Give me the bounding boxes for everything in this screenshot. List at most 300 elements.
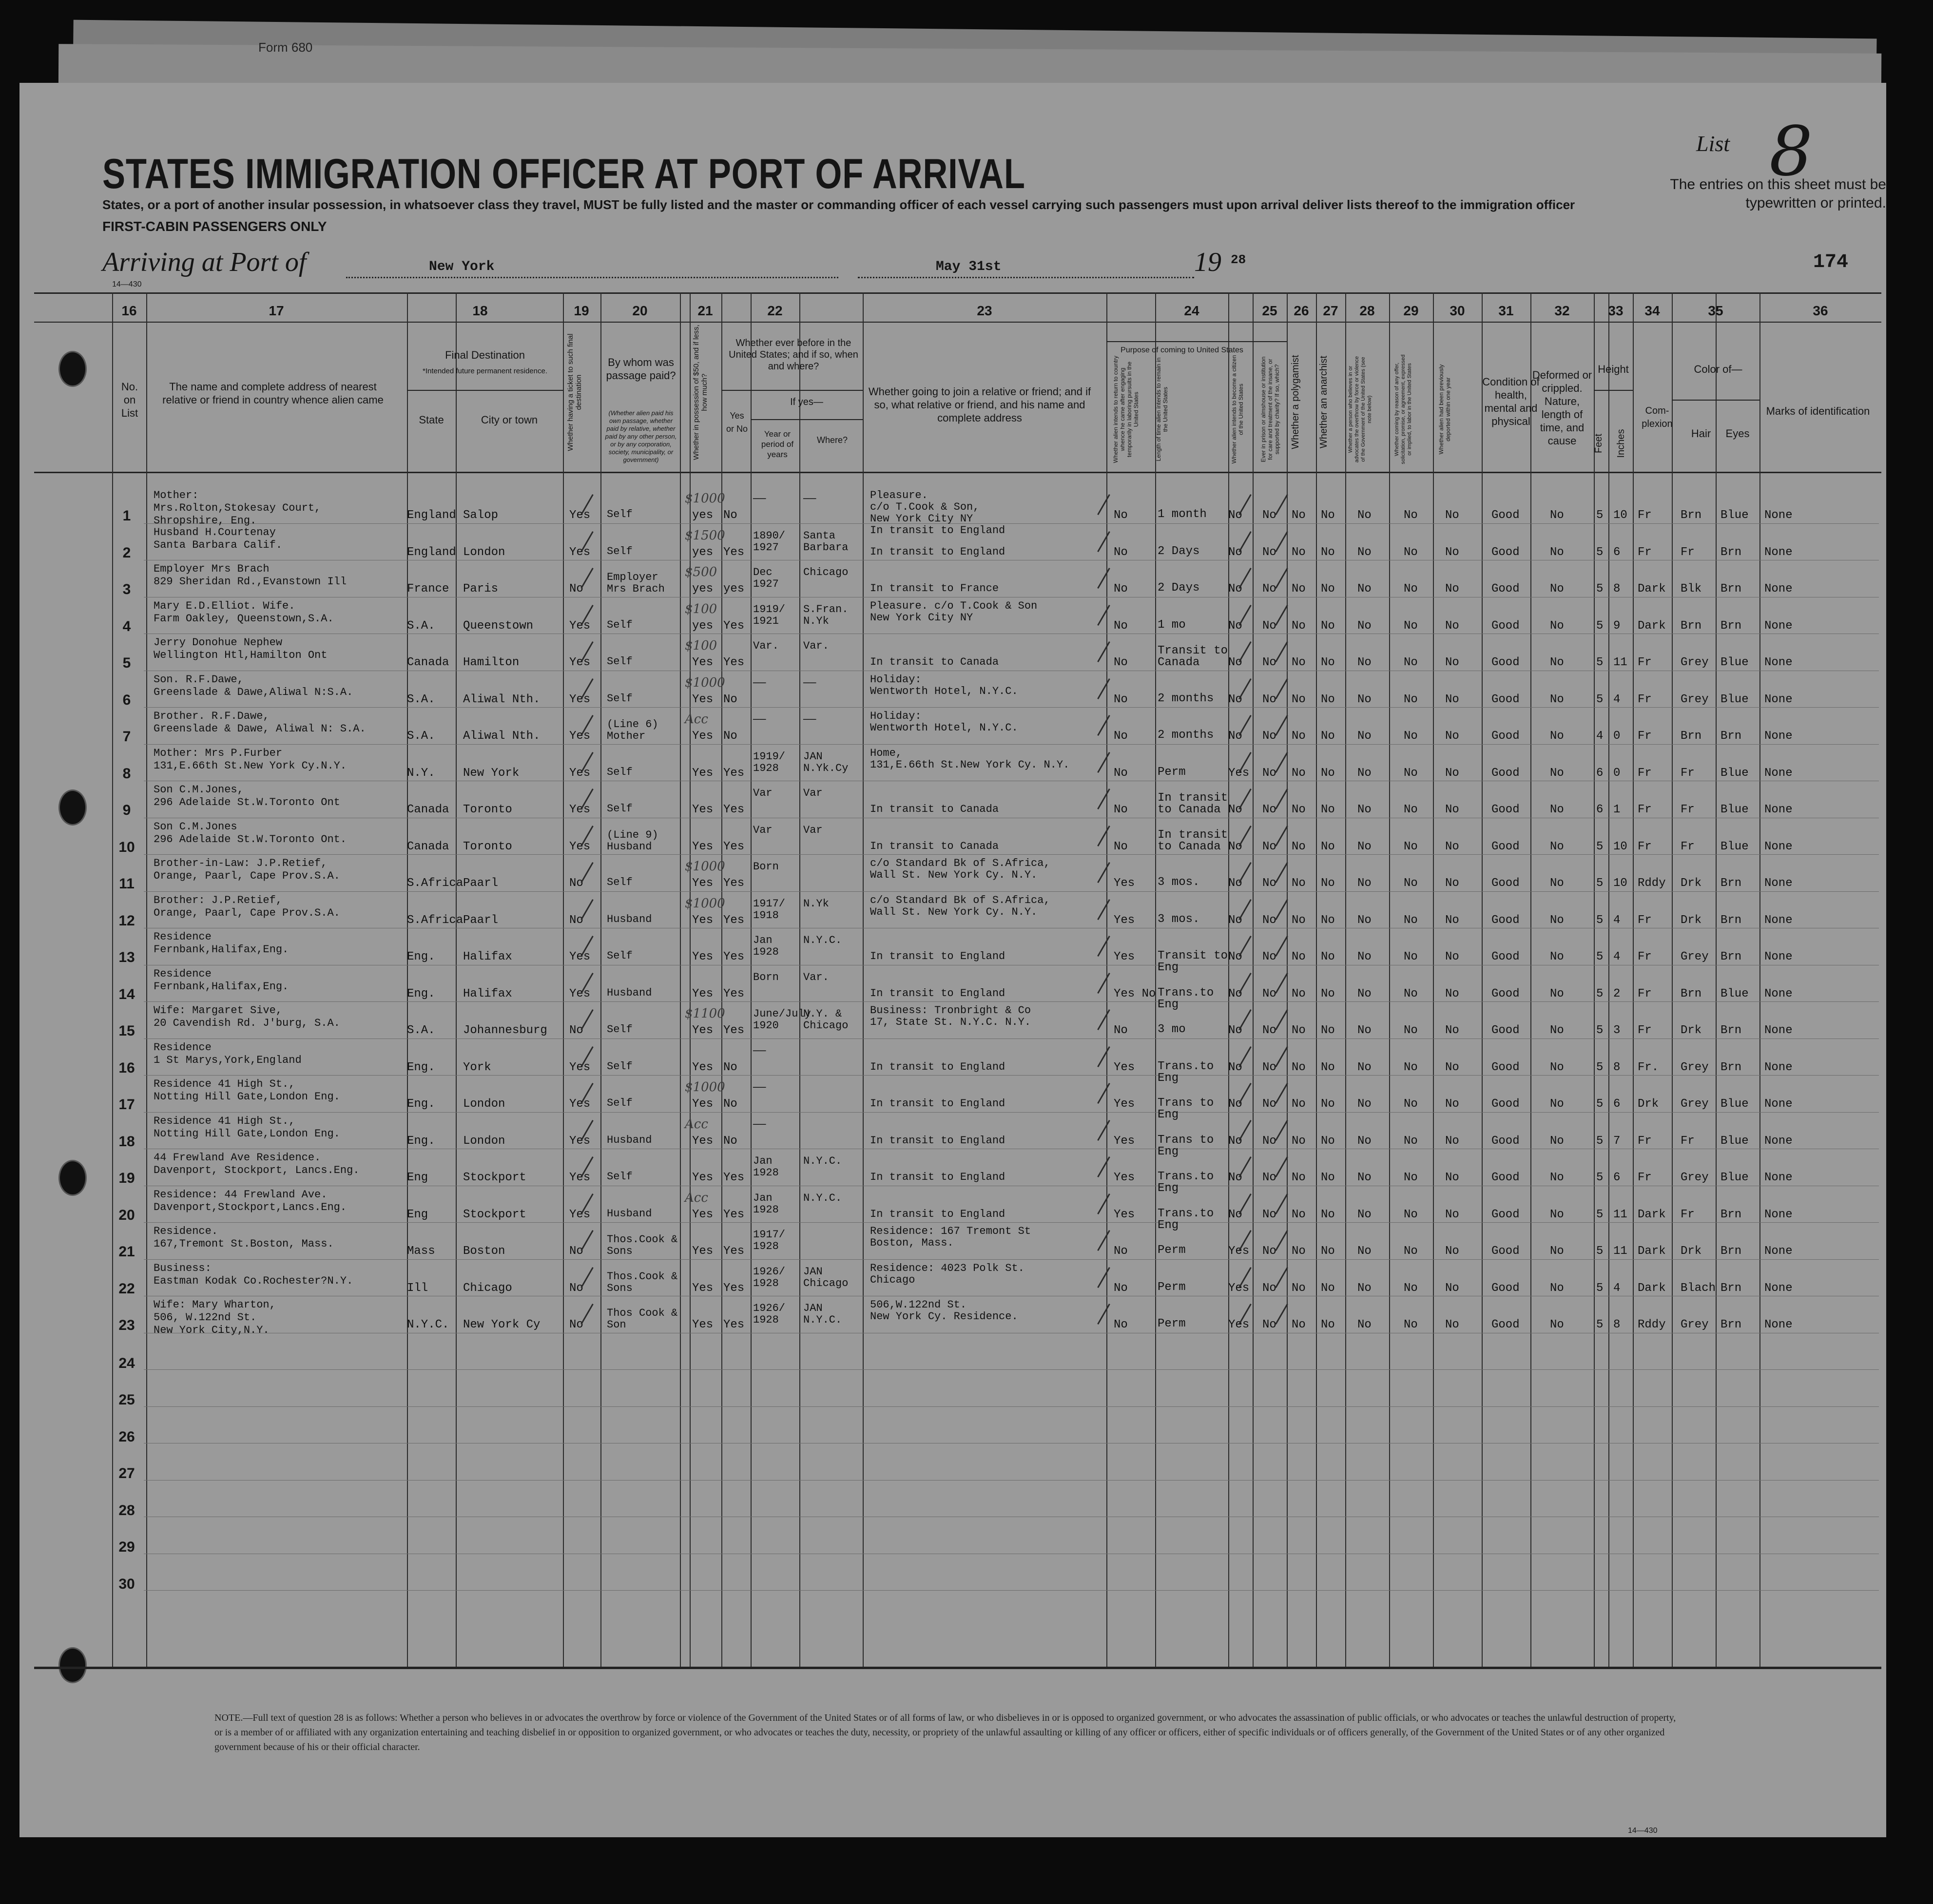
where-value: S.Fran. N.Yk (803, 603, 849, 627)
deformed-value: No (1550, 692, 1564, 706)
row-number: 24 (118, 1355, 135, 1371)
q29-value: No (1404, 950, 1418, 963)
column-number: 23 (977, 303, 992, 318)
join-relative-line: In transit to England (870, 545, 1005, 558)
hair-value: Drk (1681, 913, 1702, 927)
passage-paid-value: Self (607, 766, 633, 778)
row-rule (144, 744, 1879, 745)
column-number: 24 (1184, 303, 1199, 318)
passage-paid-value: Self (607, 545, 633, 558)
header-final-destination-note: *Intended future permanent residence. (422, 367, 547, 375)
join-relative-line: c/o Standard Bk of S.Africa, (870, 894, 1050, 906)
q26-value: No (1292, 619, 1306, 633)
q26-value: No (1292, 913, 1306, 927)
eyes-value: Brn (1720, 950, 1742, 963)
money-status: Yes (692, 840, 714, 853)
page-title: STATES IMMIGRATION OFFICER AT PORT OF ARRIVAL (102, 151, 1025, 197)
height-inches: 2 (1613, 987, 1621, 1000)
purpose-return: No (1114, 1318, 1128, 1331)
row-number: 19 (118, 1170, 135, 1186)
eyes-value: Blue (1720, 1134, 1749, 1148)
row-number: 23 (118, 1317, 135, 1333)
year-value: June/July 1920 (753, 1008, 811, 1032)
relative-address-line: Mrs.Rolton,Stokesay Court, (154, 502, 321, 514)
join-relative-line: Business: Tronbright & Co (870, 1004, 1031, 1017)
page-number: 174 (1813, 251, 1849, 273)
year-value: Jan 1928 (753, 1155, 779, 1179)
row-rule (144, 891, 1879, 892)
row-number: 18 (118, 1133, 135, 1150)
money-status: Yes (692, 987, 714, 1000)
destination-city: Aliwal Nth. (463, 730, 541, 743)
column-rule (1287, 292, 1288, 1667)
row-number: 12 (118, 912, 135, 929)
q30-value: No (1445, 619, 1459, 633)
height-inches: 3 (1613, 1024, 1621, 1037)
q26-value: No (1292, 1281, 1306, 1295)
marks-value: None (1764, 1318, 1793, 1331)
complexion-value: Fr (1638, 1024, 1652, 1037)
height-feet: 5 (1596, 877, 1604, 890)
q30-value: No (1445, 692, 1459, 706)
row-number: 1 (122, 508, 131, 524)
year-value: Jan 1928 (753, 934, 779, 958)
q30-value: No (1445, 1024, 1459, 1037)
purpose-return: No (1114, 730, 1128, 743)
join-relative-line: Wentworth Hotel, N.Y.C. (870, 685, 1018, 697)
q29-value: No (1404, 730, 1418, 743)
q30-value: No (1445, 1245, 1459, 1258)
q26-value: No (1292, 950, 1306, 963)
destination-state: Eng. (407, 1060, 435, 1074)
marks-value: None (1764, 1024, 1793, 1037)
relative-address-line: Santa Barbara Calif. (154, 539, 283, 551)
binder-hole (58, 1647, 87, 1683)
q28-value: No (1357, 1208, 1372, 1221)
relative-address-line: Notting Hill Gate,London Eng. (154, 1127, 340, 1140)
destination-state: Eng. (407, 1134, 435, 1148)
ticket-value: Yes (569, 766, 591, 780)
purpose-return: No (1114, 582, 1128, 596)
column-number: 28 (1359, 303, 1375, 318)
ticket-value: Yes (569, 1208, 591, 1221)
column-rule (1345, 292, 1346, 1667)
join-relative-line: Wall St. New York Cy. N.Y. (870, 869, 1038, 881)
before-us-value: No (723, 1060, 737, 1074)
join-relative-line: 506,W.122nd St. (870, 1299, 967, 1311)
deformed-value: No (1550, 987, 1564, 1000)
q26-value: No (1292, 1318, 1306, 1331)
deformed-value: No (1550, 1097, 1564, 1111)
ticket-value: Yes (569, 1171, 591, 1184)
purpose-citizen: No (1228, 840, 1242, 853)
deformed-value: No (1550, 656, 1564, 669)
join-relative-line: Home, (870, 747, 903, 759)
q29-value: No (1404, 1245, 1418, 1258)
column-rule (1253, 292, 1254, 1667)
height-inches: 6 (1613, 1171, 1621, 1184)
complexion-value: Dark (1638, 619, 1666, 633)
column-rule (1633, 292, 1634, 1667)
passage-paid-value: Self (607, 803, 633, 815)
before-us-value: No (723, 730, 737, 743)
year-value: Dec 1927 (753, 566, 779, 590)
q28-value: No (1357, 545, 1372, 559)
relative-address-line: 296 Adelaide St.W.Toronto Ont. (154, 833, 347, 846)
column-rule (1155, 292, 1156, 1667)
q25-value: No (1262, 950, 1276, 963)
subtitle-line-2: FIRST-CABIN PASSENGERS ONLY (102, 219, 327, 234)
complexion-value: Dark (1638, 1208, 1666, 1221)
q27-value: No (1321, 582, 1335, 596)
header-purpose-sub1: Whether alien intends to return to country whence he came after engaging temporarily in laboring pursuits in the United States (1112, 355, 1140, 463)
q29-value: No (1404, 656, 1418, 669)
header-subrule (1672, 400, 1759, 401)
health-value: Good (1491, 619, 1520, 633)
height-inches: 10 (1613, 509, 1627, 522)
marks-value: None (1764, 582, 1793, 596)
q30-value: No (1445, 987, 1459, 1000)
eyes-value: Blue (1720, 692, 1749, 706)
row-rule (144, 1259, 1879, 1260)
column-rule (600, 292, 601, 1667)
join-relative-line: In transit to Canada (870, 840, 999, 852)
purpose-length: 2 months (1158, 729, 1214, 742)
q26-value: No (1292, 1060, 1306, 1074)
header-purpose-sub2: Length of time alien intends to remain in the United States (1155, 357, 1169, 462)
purpose-citizen: Yes (1228, 1245, 1250, 1258)
deformed-value: No (1550, 1245, 1564, 1258)
header-marks: Marks of identification (1766, 405, 1870, 417)
passage-paid-value: Self (607, 618, 633, 631)
footnote: NOTE.—Full text of question 28 is as follows: Whether a person who believes in or advocates the overthrow by force or violence of the Government of the United States or of all forms of law, or who disbelieves in or is opposed to organized government, or who advocates the assassination of public officials, or who advocates or teaches the unlawful destruction of property, or is a member of or affiliated with any organization entertaining and teaching disbelief in or opposition to organized government, or who advocates or teaches the duty, necessity, or propriety of the unlawful assaulting or killing of any officer or officers, either of specific individuals or of officers generally, of the Government of the United States or of any other organized government because of his or their official character. (214, 1712, 1676, 1752)
eyes-value: Brn (1720, 730, 1742, 743)
before-us-value: No (723, 692, 737, 706)
q27-value: No (1321, 1060, 1335, 1074)
passage-paid-value: Husband (607, 1134, 652, 1146)
height-feet: 5 (1596, 545, 1604, 559)
q30-value: No (1445, 1060, 1459, 1074)
binder-hole (58, 789, 87, 826)
row-rule (144, 1112, 1879, 1113)
where-value: Var. (803, 971, 829, 983)
column-number: 29 (1403, 303, 1419, 318)
join-relative-line: Residence: 167 Tremont St (870, 1225, 1031, 1237)
deformed-value: No (1550, 1318, 1564, 1331)
height-inches: 10 (1613, 840, 1627, 853)
ticket-value: Yes (569, 545, 591, 559)
relative-address-line: Son. R.F.Dawe, (154, 673, 244, 686)
header-year-period: Year or period of years (761, 429, 794, 459)
q25-value: No (1262, 692, 1276, 706)
q25-value: No (1262, 1060, 1276, 1074)
relative-address-line: 1 St Marys,York,England (154, 1054, 302, 1066)
deformed-value: No (1550, 950, 1564, 963)
form-code: 14—430 (112, 280, 142, 288)
hair-value: Grey (1681, 1318, 1709, 1331)
row-rule (144, 707, 1879, 708)
health-value: Good (1491, 877, 1520, 890)
complexion-value: Fr (1638, 1171, 1652, 1184)
destination-state: N.Y. (407, 766, 435, 780)
before-us-value: Yes (723, 656, 745, 669)
passage-paid-value: (Line 6) Mother (607, 718, 658, 742)
relative-address-line: Shropshire, Eng. (154, 515, 257, 527)
row-number: 29 (118, 1539, 135, 1555)
destination-state: Mass (407, 1245, 435, 1258)
marks-value: None (1764, 1060, 1793, 1074)
money-status: Yes (692, 1208, 714, 1221)
ticket-value: Yes (569, 1134, 591, 1148)
row-number: 28 (118, 1502, 135, 1519)
height-feet: 5 (1596, 1134, 1604, 1148)
money-status: Yes (692, 1097, 714, 1111)
relative-address-line: Mother: (154, 489, 199, 501)
health-value: Good (1491, 766, 1520, 780)
ticket-value: Yes (569, 619, 591, 633)
eyes-value: Blue (1720, 1097, 1749, 1111)
table-bottom-rule (34, 1667, 1881, 1669)
destination-state: France (407, 582, 449, 596)
q26-value: No (1292, 545, 1306, 559)
money-note: $1000 (685, 896, 725, 911)
hair-value: Drk (1681, 1024, 1702, 1037)
column-number: 17 (269, 303, 284, 318)
passage-paid-value: Husband (607, 1207, 652, 1220)
column-number: 25 (1262, 303, 1277, 318)
row-number: 11 (119, 876, 135, 892)
q26-value: No (1292, 840, 1306, 853)
hair-value: Fr (1681, 766, 1695, 780)
row-rule (144, 1075, 1879, 1076)
marks-value: None (1764, 1281, 1793, 1295)
ticket-value: Yes (569, 1060, 591, 1074)
relative-address-line: Brother-in-Law: J.P.Retief, (154, 857, 328, 869)
q28-value: No (1357, 766, 1372, 780)
relative-address-line: Mother: Mrs P.Furber (154, 747, 283, 759)
eyes-value: Blue (1720, 987, 1749, 1000)
relative-address-line: Residence (154, 931, 212, 943)
purpose-return: Yes (1114, 950, 1135, 963)
health-value: Good (1491, 509, 1520, 522)
before-us-value: Yes (723, 1024, 745, 1037)
q29-value: No (1404, 692, 1418, 706)
passage-paid-value: Thos Cook & Son (607, 1307, 678, 1331)
q25-value: No (1262, 545, 1276, 559)
table-top-rule (34, 292, 1881, 294)
hair-value: Drk (1681, 1245, 1702, 1258)
q29-value: No (1404, 766, 1418, 780)
purpose-return: No (1114, 545, 1128, 559)
complexion-value: Fr (1638, 692, 1652, 706)
q30-value: No (1445, 545, 1459, 559)
q27-value: No (1321, 730, 1335, 743)
complexion-value: Fr. (1638, 1060, 1659, 1074)
q25-value: No (1262, 1281, 1276, 1295)
ticket-value: Yes (569, 692, 591, 706)
relative-address-line: Brother: J.P.Retief, (154, 894, 283, 906)
relative-address-line: Residence: 44 Frewland Ave. (154, 1188, 328, 1201)
purpose-return: Yes (1114, 1171, 1135, 1184)
q29-value: No (1404, 1281, 1418, 1295)
ticket-value: Yes (569, 950, 591, 963)
purpose-return: No (1114, 656, 1128, 669)
health-value: Good (1491, 1024, 1520, 1037)
q28-value: No (1357, 509, 1372, 522)
q28-value: No (1357, 1245, 1372, 1258)
eyes-value: Brn (1720, 1060, 1742, 1074)
join-relative-line: 17, State St. N.Y.C. N.Y. (870, 1016, 1031, 1028)
q30-value: No (1445, 1318, 1459, 1331)
column-rule (112, 292, 113, 1667)
passage-paid-value: Husband (607, 913, 652, 925)
header-prison: Ever in prison or almshouse or institution for care and treatment of the insane, or supported by charity? If so, which? (1260, 356, 1280, 462)
relative-address-line: Wife: Margaret Sive, (154, 1004, 283, 1017)
header-purpose-sub3: Whether alien intends to become a citizen of the United States (1231, 355, 1244, 464)
height-inches: 6 (1613, 1097, 1621, 1111)
height-inches: 11 (1613, 1208, 1627, 1221)
row-number: 9 (122, 802, 131, 818)
purpose-citizen: No (1228, 987, 1242, 1000)
marks-value: None (1764, 1097, 1793, 1111)
column-number: 20 (632, 303, 648, 318)
header-inches: Inches (1616, 429, 1626, 458)
height-inches: 1 (1613, 803, 1621, 816)
money-status: Yes (692, 950, 714, 963)
header-q28: Whether a person who believes in or advocates the overthrow by force or violence of the Government of the United States (see note below) (1348, 356, 1372, 463)
complexion-value: Fr (1638, 987, 1652, 1000)
header-deformed: Deformed or crippled. Nature, length of time, and cause (1532, 369, 1592, 447)
height-inches: 10 (1613, 877, 1627, 890)
row-number: 17 (118, 1096, 135, 1113)
purpose-length: Transit to Eng (1158, 949, 1228, 974)
column-number: 22 (767, 303, 783, 318)
marks-value: None (1764, 730, 1793, 743)
column-rule (680, 292, 681, 1667)
ticket-value: No (569, 1281, 583, 1295)
q27-value: No (1321, 1097, 1335, 1111)
q25-value: No (1262, 582, 1276, 596)
year-value: 1890/ 1927 (753, 529, 786, 554)
destination-city: Toronto (463, 840, 512, 853)
q26-value: No (1292, 1024, 1306, 1037)
column-number: 16 (121, 303, 137, 318)
height-feet: 5 (1596, 1318, 1604, 1331)
join-relative-line: In transit to England (870, 1208, 1005, 1220)
height-inches: 4 (1613, 692, 1621, 706)
relative-address-line: Orange, Paarl, Cape Prov.S.A. (154, 870, 340, 882)
eyes-value: Brn (1720, 877, 1742, 890)
height-feet: 5 (1596, 987, 1604, 1000)
q28-value: No (1357, 840, 1372, 853)
health-value: Good (1491, 1245, 1520, 1258)
marks-value: None (1764, 619, 1793, 633)
q28-value: No (1357, 730, 1372, 743)
join-relative-line: Residence: 4023 Polk St. (870, 1262, 1024, 1274)
column-number: 31 (1498, 303, 1514, 318)
deformed-value: No (1550, 913, 1564, 927)
year-value: 1926/ 1928 (753, 1265, 786, 1289)
row-number: 13 (118, 949, 135, 965)
header-q29: Whether coming by reason of any offer, solicitation, promise, or agreement, expressed or implied, to labor in the United States (1394, 354, 1412, 464)
purpose-length: Trans.to Eng (1158, 1170, 1214, 1195)
destination-city: Halifax (463, 987, 512, 1000)
q30-value: No (1445, 803, 1459, 816)
passage-paid-value: Self (607, 876, 633, 888)
join-relative-line: In transit to England (870, 987, 1005, 1000)
marks-value: None (1764, 545, 1793, 559)
q27-value: No (1321, 1208, 1335, 1221)
before-us-value: Yes (723, 877, 745, 890)
purpose-return: Yes (1114, 1060, 1135, 1074)
q28-value: No (1357, 692, 1372, 706)
destination-state: S.A. (407, 692, 435, 706)
marks-value: None (1764, 950, 1793, 963)
list-label: List (1696, 131, 1730, 156)
purpose-citizen: Yes (1228, 1318, 1250, 1331)
year-suffix: 28 (1231, 252, 1246, 267)
q29-value: No (1404, 619, 1418, 633)
destination-city: New York Cy (463, 1318, 541, 1331)
row-number: 15 (118, 1023, 135, 1039)
q25-value: No (1262, 1245, 1276, 1258)
height-inches: 4 (1613, 913, 1621, 927)
q25-value: No (1262, 1134, 1276, 1148)
subtitle (102, 195, 1933, 239)
q26-value: No (1292, 877, 1306, 890)
health-value: Good (1491, 803, 1520, 816)
purpose-citizen: No (1228, 692, 1242, 706)
relative-address-line: 829 Sheridan Rd.,Evanstown Ill (154, 576, 347, 588)
purpose-length: Perm (1158, 1280, 1186, 1294)
marks-value: None (1764, 1134, 1793, 1148)
column-rule (563, 292, 564, 1667)
height-feet: 6 (1596, 766, 1604, 780)
health-value: Good (1491, 656, 1520, 669)
destination-state: Eng (407, 1208, 428, 1221)
where-value: N.Y.C. (803, 1155, 842, 1167)
q30-value: No (1445, 1281, 1459, 1295)
health-value: Good (1491, 913, 1520, 927)
column-number: 19 (574, 303, 589, 318)
money-status: yes (692, 582, 714, 596)
purpose-return: Yes (1114, 1134, 1135, 1148)
destination-state: Canada (407, 803, 449, 816)
passage-paid-value: Self (607, 1023, 633, 1036)
row-number: 5 (122, 655, 131, 671)
arriving-label: Arriving at Port of (102, 247, 307, 277)
eyes-value: Brn (1720, 545, 1742, 559)
ticket-value: No (569, 582, 583, 596)
purpose-citizen: No (1228, 1024, 1242, 1037)
year-value: —— (753, 676, 766, 689)
money-note: $1000 (685, 675, 725, 690)
header-possession: Whether in possession of $50, and if less, how much? (692, 325, 709, 460)
header-subrule (1106, 341, 1287, 342)
passage-paid-value: Self (607, 950, 633, 962)
health-value: Good (1491, 1281, 1520, 1295)
deformed-value: No (1550, 1060, 1564, 1074)
purpose-length: 2 months (1158, 692, 1214, 705)
join-relative-line: In transit to England (870, 524, 1005, 537)
money-note: Acc (685, 1116, 708, 1132)
q29-value: No (1404, 1060, 1418, 1074)
q27-value: No (1321, 545, 1335, 559)
height-feet: 6 (1596, 803, 1604, 816)
year-prefix: 19 (1194, 247, 1221, 277)
q30-value: No (1445, 950, 1459, 963)
column-number: 35 (1708, 303, 1723, 318)
